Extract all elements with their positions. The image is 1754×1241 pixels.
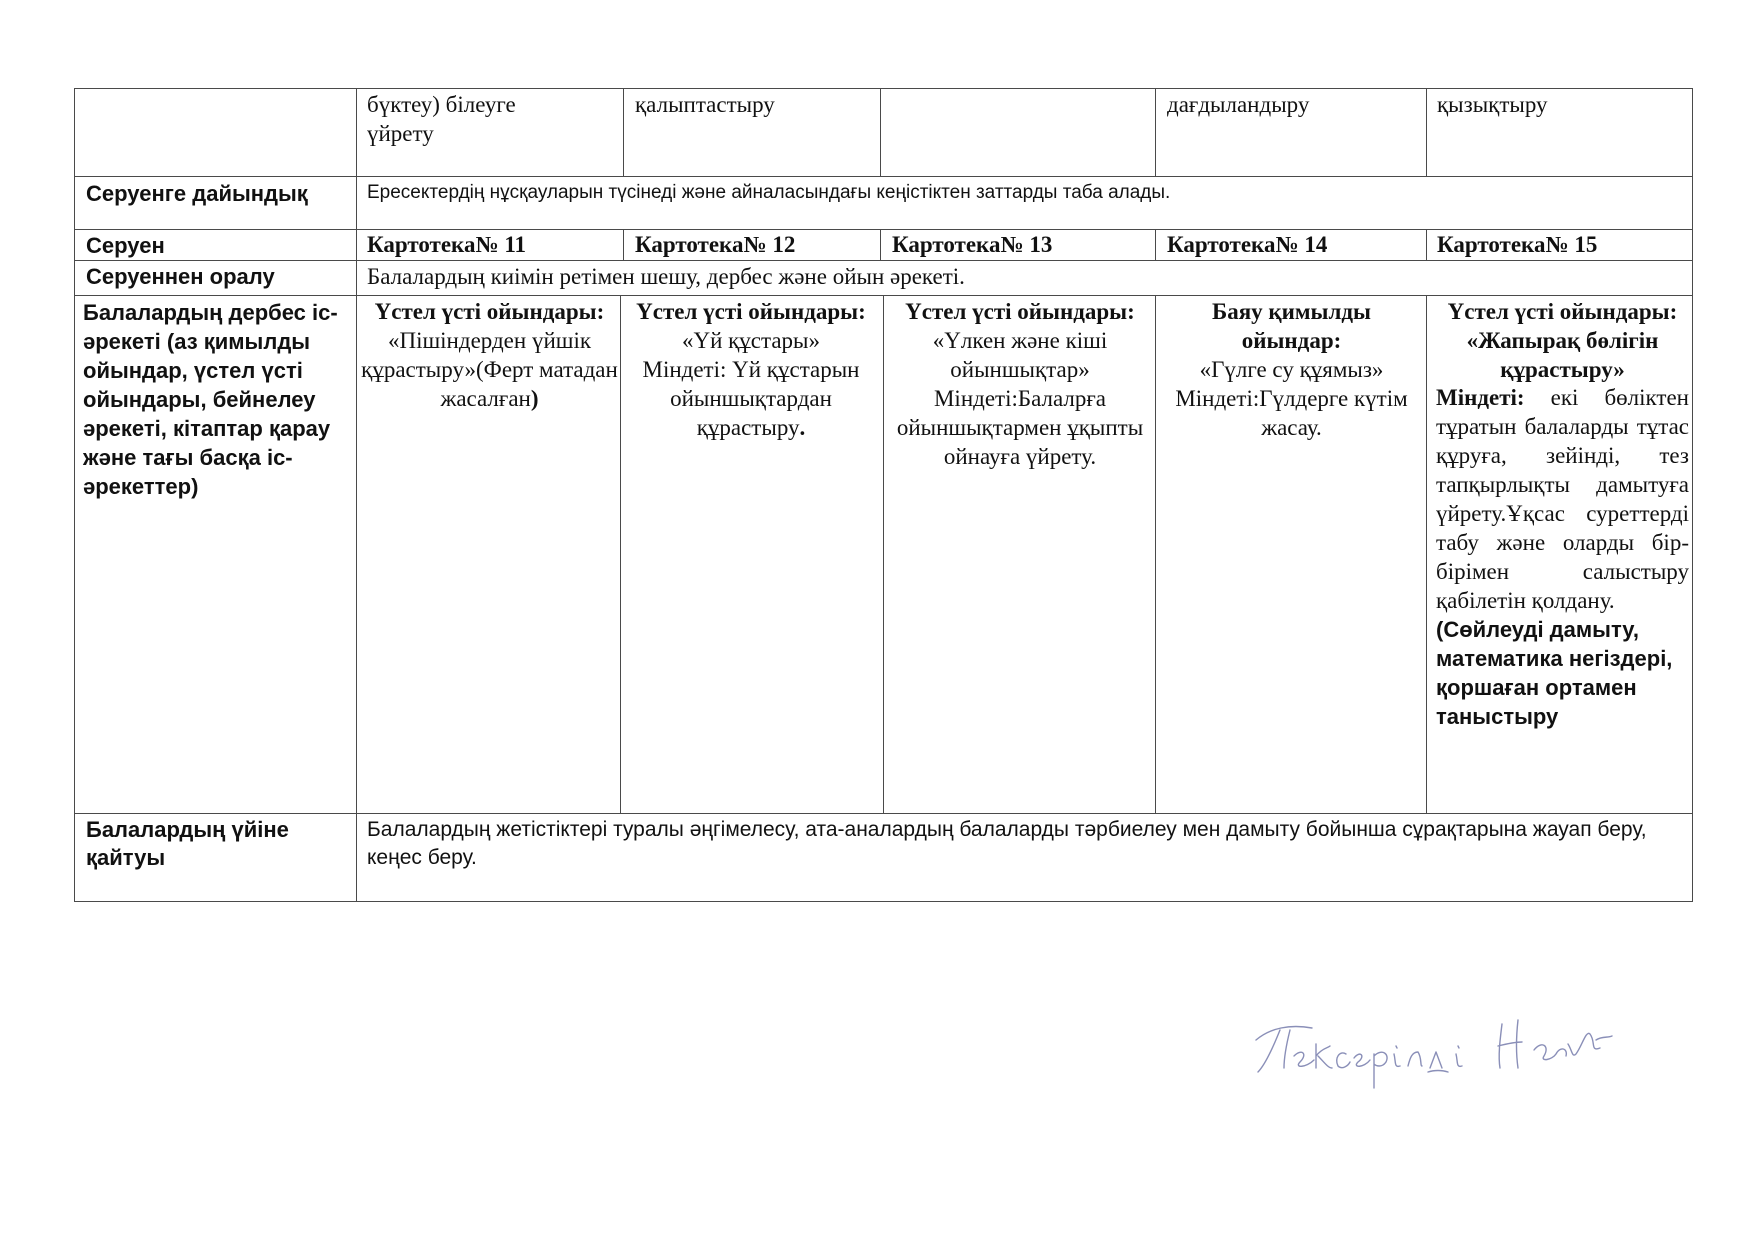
- game-task: Міндеті: екі бөліктен тұратын балаларды тұтас құруға, зейінді, тез тапқырлықты дамытуға үйрету.Ұқсас суреттерді табу және оларды бір-бірімен салыстыру қабілетін қолдану.: [1436, 385, 1689, 613]
- table-rule: [1692, 88, 1693, 902]
- table-rule: [1155, 88, 1156, 176]
- table-rule: [74, 901, 1693, 902]
- game-name: «Үлкен және кіші ойыншықтар»: [932, 328, 1108, 382]
- independent-cell-5: [1436, 297, 1689, 731]
- top-row-cell-5: қызықтыру: [1437, 92, 1548, 117]
- independent-cell-4: [1164, 297, 1419, 442]
- top-row-cell-1: бүктеу) білеуге үйрету: [367, 92, 516, 146]
- game-type: Үстел үсті ойындары:: [636, 299, 866, 324]
- game-name: «Үй құстары»: [681, 328, 821, 353]
- game-description: «Пішіндерден үйшік құрастыру»(Ферт матадан жасалған): [361, 328, 618, 411]
- game-type: Баяу қимылды ойындар:: [1211, 299, 1372, 353]
- game-task: Міндеті:Балалрға ойыншықтармен ұқыпты ойнауға үйрету.: [896, 386, 1144, 469]
- walk-card-1: Картотека№ 11: [367, 232, 527, 257]
- independent-cell-1: [361, 297, 618, 413]
- table-rule: [74, 260, 1693, 261]
- walk-label: Серуен: [86, 233, 165, 258]
- prep-walk-label: Серуенге дайындық: [86, 181, 308, 206]
- handwritten-signature: [1250, 1010, 1670, 1090]
- table-rule: [623, 88, 624, 176]
- plan-table: [74, 88, 1693, 902]
- return-walk-text: Балалардың киімін ретімен шешу, дербес және ойын әрекеті.: [367, 264, 965, 289]
- independent-cell-3: [892, 297, 1148, 471]
- walk-card-3: Картотека№ 13: [892, 232, 1053, 257]
- going-home-label: Балалардың үйіне қайтуы: [86, 817, 289, 870]
- walk-card-5: Картотека№ 15: [1437, 232, 1598, 257]
- table-rule: [1155, 229, 1156, 260]
- signature-drawing: [1250, 1010, 1670, 1090]
- table-rule: [883, 295, 884, 813]
- game-name: «Гүлге су құямыз»: [1199, 357, 1384, 382]
- table-rule: [1426, 295, 1427, 813]
- table-rule: [1426, 229, 1427, 260]
- table-rule: [620, 295, 621, 813]
- table-rule: [1155, 295, 1156, 813]
- table-rule: [74, 176, 1693, 177]
- walk-card-4: Картотека№ 14: [1167, 232, 1328, 257]
- game-type: Үстел үсті ойындары:: [905, 299, 1135, 324]
- table-rule: [74, 813, 1693, 814]
- game-task: Міндеті:Гүлдерге күтім жасау.: [1175, 386, 1408, 440]
- return-walk-label: Серуеннен оралу: [86, 264, 275, 289]
- learning-areas: (Сөйлеуді дамыту, математика негіздері, қоршаған ортамен таныстыру: [1436, 617, 1673, 729]
- game-task: Міндеті: Үй құстарын ойыншықтардан құрастыру.: [642, 357, 860, 440]
- prep-walk-text: Ересектердің нұсқауларын түсінеді және айналасындағы кеңістіктен заттарды таба алады.: [367, 182, 1171, 203]
- table-rule: [356, 88, 357, 902]
- going-home-text: Балалардың жетістіктері туралы әңгімелесу, ата-аналардың балаларды тәрбиелеу мен дамыту бойынша сұрақтарына жауап беру, кеңес беру.: [367, 818, 1647, 869]
- independent-label: Балалардың дербес іс-әрекеті (аз қимылды ойындар, үстел үсті ойындары, бейнелеу әрекеті, кітаптар қарау және тағы басқа іс-әрекеттер): [83, 300, 338, 499]
- top-row-cell-4: дағдыландыру: [1167, 92, 1310, 117]
- table-rule: [74, 88, 75, 902]
- game-name: «Жапырақ бөлігін құрастыру»: [1466, 328, 1659, 382]
- table-rule: [74, 88, 1693, 89]
- independent-cell-2: [624, 297, 878, 442]
- table-rule: [880, 229, 881, 260]
- table-rule: [1426, 88, 1427, 176]
- table-rule: [623, 229, 624, 260]
- game-type: Үстел үсті ойындары:: [1447, 299, 1678, 324]
- top-row-cell-2: қалыптастыру: [635, 92, 775, 117]
- game-type: Үстел үсті ойындары:: [374, 299, 605, 324]
- walk-card-2: Картотека№ 12: [635, 232, 796, 257]
- table-rule: [880, 88, 881, 176]
